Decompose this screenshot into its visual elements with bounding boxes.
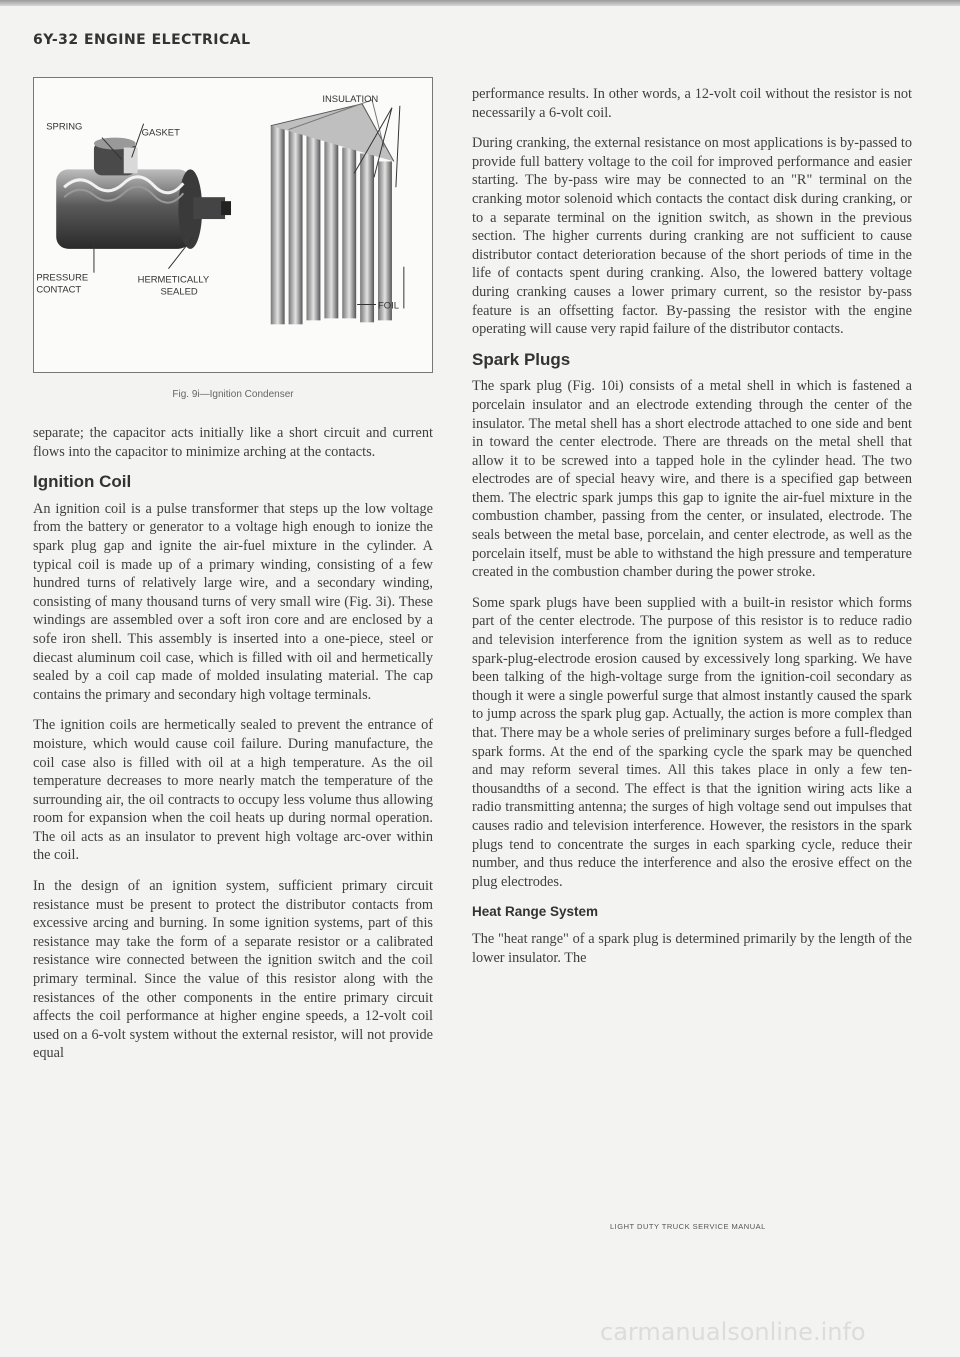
page-header: 6Y-32 ENGINE ELECTRICAL [33,32,251,48]
section-heading-ignition-coil: Ignition Coil [33,472,132,492]
paragraph: Some spark plugs have been supplied with a built-in resistor which forms part of the center electrode. The purpose of this resistor is to reduce radio and television interference from the ignition system as well as to reduce spark-plug-electrode erosion caused by excessively long sparking. We have been talking of the high-voltage surge from the ignition-coil secondary as though it were a single powerful surge that almost instantly caused the spark to jump across the spark plug gap. Actually, the action is more complex than that. There may be a whole series of preliminary surges before a full-fledged spark forms. At the end of the sparking cycle the spark may be quenched and may reform several times. All this takes place in only a few ten-thousandths of a second. The effect is that the ignition wiring acts like a radio transmitting antenna; the surges of high voltage send out impulses that causes radio and television interference. However, the resistors in the spark plugs tend to concentrate the surges in each sparking cycle, reduce their number, and thus reduce the interference and also the erosive effect on the plug electrodes. [472,594,912,890]
paragraph: performance results. In other words, a 12-volt coil without the resistor is not necessarily a 6-volt coil. [472,86,912,121]
section-heading-spark-plugs: Spark Plugs [472,349,571,369]
paragraph: An ignition coil is a pulse transformer that steps up the low voltage from the battery or generator to a voltage high enough to ionize the spark plug gap and ignite the air-fuel mixture in the cylinder. A typical coil is made up of a primary winding, consisting of a few hundred turns of relatively large wire, and a secondary winding, consisting of many thousand turns of very small wire (Fig. 3i). These windings are assembled over a soft iron core and are enclosed by a sofe iron shell. This assembly is inserted into a one-piece, steel or diecast aluminum coil case, which is filled with oil and hermetically sealed by a coil cap made of molded insulating material. The cap contains the primary and secondary high voltage terminals. [33,500,433,703]
label-pressure-contact-line2: CONTACT [36,283,82,295]
condenser-figure [33,77,433,373]
label-hermetically-line1: HERMETICALLY [137,273,210,285]
paragraph: During cranking, the external resistance on most applications is by-passed to provide full battery voltage to the coil for improved performance and easier starting. The by-pass wire may be connected to an "R" terminal on the cranking motor solenoid which contacts the contact disk during cranking, or to a separate terminal on the ignition switch, as shown in the previous section. The higher currents during cranking are not sufficient to cause distributor contact deterioration because of the short periods of time in the life of contacts spent during cranking. Also, the lowered battery voltage during cranking causes a lower primary current, so the resistor by-pass feature is an offsetting factor. By-passing the resistor with the engine operating will cause very rapid failure of the distributor contacts. [472,135,912,338]
condenser-can [56,138,231,249]
paragraph: separate; the capacitor acts initially like a short circuit and current flows into the capacitor to minimize arching at the contacts. [33,425,433,460]
label-gasket: GASKET [141,126,180,138]
label-spring: SPRING [46,120,83,132]
label-insulation: INSULATION [322,92,379,104]
paragraph: In the design of an ignition system, sufficient primary circuit resistance must be present to protect the distributor contacts from excessive arcing and burning. In some ignition systems, part of this resistance may take the form of a separate resistor or a calibrated resistance wire connected between the ignition switch and the coil primary terminal. Since the value of this resistor along with the resistances of the other components in the entire primary circuit affects the coil performance at higher engine speeds, a 12-volt coil used on a 6-volt system without the external resistor, will not provide equal [33,878,433,1062]
insulation-foil-layers [271,100,400,324]
figure-caption: Fig. 9i—Ignition Condenser [172,389,294,400]
watermark: carmanualsonline.info [600,1318,866,1346]
label-pressure-contact-line1: PRESSURE [36,271,89,283]
left-column [33,424,433,1075]
condenser-illustration [34,78,432,372]
subsection-heading-heat-range: Heat Range System [472,904,599,920]
label-foil: FOIL [378,299,399,311]
paragraph: The spark plug (Fig. 10i) consists of a metal shell in which is fastened a porcelain insulator and an electrode extending through the center of the insulator. The metal shell has a short electrode attached to one side and bent in toward the center electrode. There are threads on the metal shell that allow it to be screwed into a tapped hole in the cylinder head. The two electrodes are of special heavy wire, and there is a specified gap between them. The electric spark jumps this gap to ignite the air-fuel mixture in the combustion chamber, passing from the center, or insulated, electrode. The seals between the metal base, porcelain, and center electrode, as well as the porcelain itself, must be able to withstand the high pressure and temperature created in the combustion chamber during the power stroke. [472,378,912,581]
label-hermetically-line2: SEALED [160,285,198,297]
right-column [472,85,912,979]
page-footer: LIGHT DUTY TRUCK SERVICE MANUAL [610,1222,766,1231]
page-top-edge [0,0,960,6]
paragraph: The "heat range" of a spark plug is determined primarily by the length of the lower insulator. The [472,930,912,966]
paragraph: The ignition coils are hermetically sealed to prevent the entrance of moisture, which would cause coil failure. During manufacture, the coil case also is filled with oil at a high temperature. As the oil temperature decreases to more nearly match the temperature of the surrounding air, the oil contracts to occupy less volume thus allowing room for expansion when the coil heats up during normal operation. The oil acts as an insulator to prevent high voltage arc-over within the coil. [33,717,433,864]
